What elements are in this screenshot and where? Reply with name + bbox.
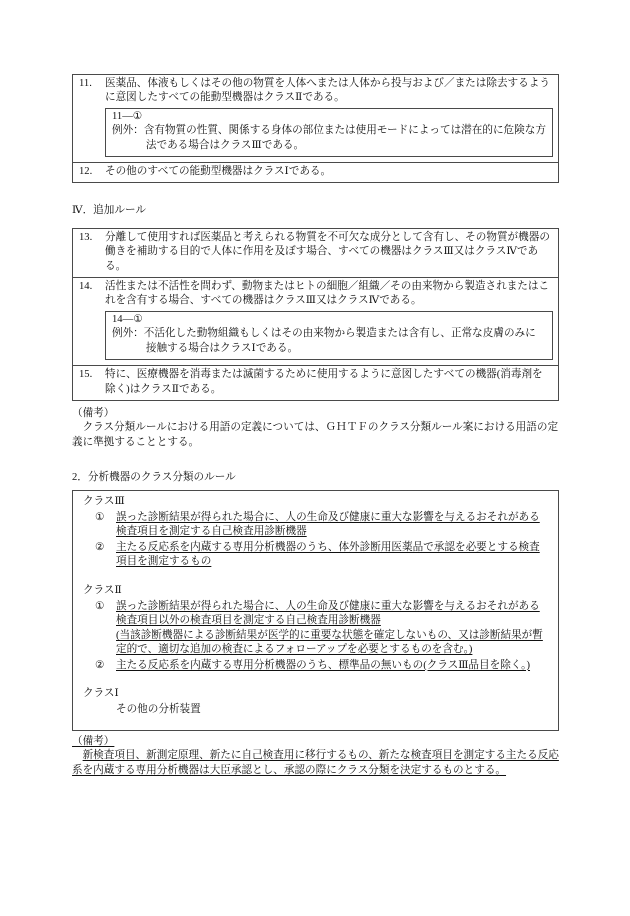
exception-text: 例外：不活化した動物組織もしくはその由来物から製造または含有し、正常な皮膚のみに接触する場合はクラスⅠである。 — [112, 328, 536, 354]
rule-text: 活性または不活性を問わず、動物またはヒトの細胞／組織／その由来物から製造されまたはこれを含有する場合、すべての機器はクラスⅢ又はクラスⅣである。 — [105, 281, 550, 307]
rule-row-15 — [73, 365, 558, 400]
exception-text: 例外：含有物質の性質、関係する身体の部位または使用モードによっては潜在的に危険な方法である場合はクラスⅢである。 — [112, 125, 546, 151]
section-heading-analyzer-classification: 2．分析機器のクラス分類のルール — [72, 472, 236, 484]
class-2-section — [81, 584, 550, 673]
rule-number: 13. — [79, 231, 93, 243]
rules-table-additional — [72, 228, 559, 401]
item-text: 誤った診断結果が得られた場合に、人の生命及び健康に重大な影響を与えるおそれがある検査項目以外の検査項目を測定する自己検査用診断機器 — [116, 600, 540, 627]
section-heading-additional-rules: Ⅳ．追加ルール — [72, 205, 146, 217]
item-text: 主たる反応系を内蔵する専用分析機器のうち、体外診断用医薬品で承認を必要とする検査項目を測定するもの — [116, 541, 540, 568]
remarks-label: （備考） — [72, 407, 115, 419]
class-title: クラスⅠ — [83, 688, 119, 699]
exception-label: 14—① — [112, 313, 143, 325]
class-1-text: その他の分析装置 — [116, 704, 201, 716]
class-3-item-2 — [81, 541, 550, 570]
class-2-item-1 — [81, 600, 550, 658]
item-text: 主たる反応系を内蔵する専用分析機器のうち、標準品の無いもの(クラスⅢ品目を除く。) — [116, 659, 531, 671]
remarks-2 — [72, 735, 559, 778]
exception-label: 11—① — [112, 110, 143, 122]
class-2-item-2 — [81, 659, 550, 673]
item-number: ② — [95, 541, 105, 553]
remarks-label: （備考） — [72, 735, 115, 747]
rule-text: 特に、医療機器を消毒または滅菌するために使用するように意図したすべての機器(消毒剤を除く)はクラスⅡである。 — [105, 369, 543, 395]
rules-table-active-devices — [72, 74, 559, 183]
rule-number: 11. — [79, 78, 92, 89]
class-1-section — [81, 687, 550, 718]
item-note: (当該診断機器による診断結果が医学的に重要な状態を確定しないもの、又は診断結果が暫定的で、適切な追加の検査によるフォローアップを必要とするものを含む。) — [116, 629, 543, 656]
analyzer-class-box — [72, 490, 559, 731]
rule-row-11 — [73, 75, 558, 162]
remarks-1 — [72, 407, 559, 450]
item-number: ① — [95, 511, 105, 523]
class-title: クラスⅡ — [83, 584, 122, 596]
remarks-text: クラス分類ルールにおける用語の定義については、ＧＨＴＦのクラス分類ルール案における用語の定義に準拠することとする。 — [72, 422, 559, 448]
exception-box-11-1 — [105, 108, 553, 157]
item-number: ② — [95, 659, 105, 671]
item-number: ① — [95, 600, 105, 612]
rule-row-12 — [73, 162, 558, 182]
rule-row-14 — [73, 277, 558, 365]
rule-text: 医薬品、体液もしくはその他の物質を人体へまたは人体から投与および／または除去するように意図したすべての能動型機器はクラスⅡである。 — [105, 78, 550, 104]
rule-number: 15. — [79, 369, 93, 381]
item-text: 誤った診断結果が得られた場合に、人の生命及び健康に重大な影響を与えるおそれがある検査項目を測定する自己検査用診断機器 — [116, 511, 540, 538]
class-3-section — [81, 495, 550, 570]
exception-box-14-1 — [105, 311, 553, 360]
rule-number: 14. — [79, 281, 93, 293]
rule-number: 12. — [79, 166, 93, 178]
rule-text: 分離して使用すれば医薬品と考えられる物質を不可欠な成分として含有し、その物質が機器の働きを補助する目的で人体に作用を及ぼす場合、すべての機器はクラスⅢ又はクラスⅣである。 — [105, 231, 550, 272]
rule-row-13 — [73, 229, 558, 277]
class-title: クラスⅢ — [83, 495, 125, 507]
class-3-item-1 — [81, 511, 550, 540]
remarks-text: 新検査項目、新測定原理、新たに自己検査用に移行するもの、新たな検査項目を測定する主たる反応系を内蔵する専用分析機器は大臣承認とし、承認の際にクラス分類を決定するものとする。 — [72, 750, 559, 776]
rule-text: その他のすべての能動型機器はクラスⅠである。 — [105, 166, 332, 178]
